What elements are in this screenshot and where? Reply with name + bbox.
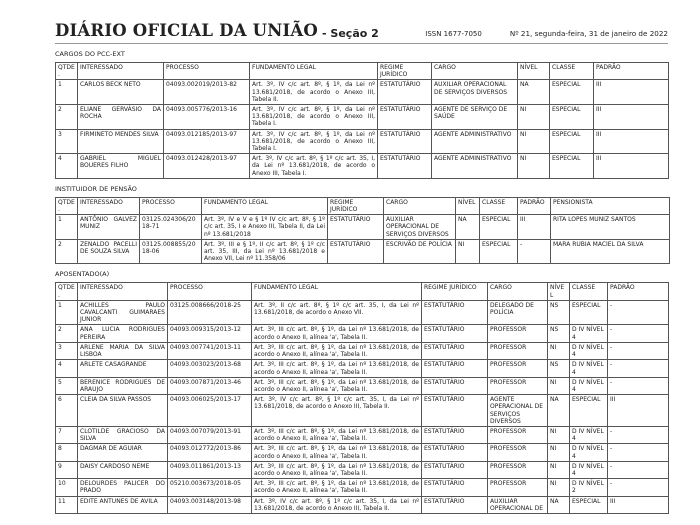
table-cell: CARLOS BECK NETO <box>78 80 164 105</box>
table-cell: ESTATUTÁRIO <box>422 342 488 359</box>
table-cell: ESTATUTÁRIO <box>422 325 488 342</box>
header-rule <box>55 43 668 44</box>
table-cell: ESPECIAL <box>480 215 518 240</box>
table-cell: 03125.008666/2018-25 <box>168 300 252 325</box>
table-cell: NI <box>518 154 550 179</box>
cargos-title: CARGOS DO PCC-EXT <box>55 50 125 58</box>
header-cell: CLASSE <box>550 63 594 80</box>
table-cell: - <box>608 360 669 377</box>
table-cell: 8 <box>56 444 78 461</box>
table-cell: 05210.003673/2018-05 <box>168 479 252 496</box>
table-cell: NI <box>548 377 570 394</box>
table-cell: 7 <box>56 426 78 443</box>
table-cell: DAGMAR DE AGUIAR <box>78 444 168 461</box>
section-label: - Seção 2 <box>322 27 379 40</box>
table-cell: D IV NÍVEL 4 <box>570 325 608 342</box>
table-row <box>56 80 669 105</box>
header-cell: FUNDAMENTO LEGAL <box>252 283 422 300</box>
table-cell: III <box>518 215 551 240</box>
table-cell: PROFESSOR <box>488 342 548 359</box>
table-row <box>56 325 669 342</box>
table-cell: NS <box>548 325 570 342</box>
table-cell: 04093.005776/2013-16 <box>164 105 250 130</box>
table-row <box>56 426 669 443</box>
table-cell: PROFESSOR <box>488 360 548 377</box>
table-cell: Art. 3º, III c/c art. 8º, § 1º, da Lei nº 13.681/2018, de acordo o Anexo II, alínea 'a', Tabela II. <box>252 360 422 377</box>
table-cell: III <box>608 496 669 513</box>
table-cell: - <box>608 461 669 478</box>
header-cell: NÍVEL <box>518 63 550 80</box>
table-cell: - <box>608 377 669 394</box>
table-cell: 04093.011861/2013-13 <box>168 461 252 478</box>
table-cell: ZENALDO PACELLI DE SOUZA SILVA <box>78 239 140 264</box>
table-cell: D IV NÍVEL 4 <box>570 377 608 394</box>
header-cell: INTERESSADO <box>78 197 140 214</box>
header-cell: REGIME JURÍDICO <box>378 63 432 80</box>
table-cell: GABRIEL MIGUEL BOUERES FILHO <box>78 154 164 179</box>
table-cell: 2 <box>56 325 78 342</box>
table-cell: BERENICE RODRIGUES DE ARAUJO <box>78 377 168 394</box>
table-row <box>56 395 669 427</box>
table-cell: NA <box>548 496 570 513</box>
table-cell: PROFESSOR <box>488 426 548 443</box>
header-cell: CARGO <box>432 63 518 80</box>
table-cell: III <box>594 105 669 130</box>
table-cell: ARLENE MARIA DA SILVA LISBOA <box>78 342 168 359</box>
header-cell: CARGO <box>488 283 548 300</box>
table-cell: ANA LUCIA RODRIGUES PEREIRA <box>78 325 168 342</box>
table-cell: ACHILLES PAULO CAVALCANTI GUIMARAES JUNIOR <box>78 300 168 325</box>
table-cell: ESTATUTÁRIO <box>422 444 488 461</box>
table-cell: NI <box>548 461 570 478</box>
instituidor-title: INSTITUIDOR DE PENSÃO <box>55 184 137 193</box>
header-cell: REGIME JURÍDICO <box>328 197 384 214</box>
table-cell: NA <box>518 80 550 105</box>
table-cell: 04093.007741/2013-11 <box>168 342 252 359</box>
table-cell: 04093.007871/2013-46 <box>168 377 252 394</box>
table-cell: AUXILIAR OPERACIONAL DE SERVIÇOS DIVERSOS <box>384 215 456 240</box>
table-cell: NA <box>456 215 480 240</box>
table-cell: 3 <box>56 129 78 154</box>
table-cell: NI <box>548 479 570 496</box>
table-cell: ESPECIAL <box>570 496 608 513</box>
aposentados-body <box>56 300 669 513</box>
table-cell: ESPECIAL <box>570 300 608 325</box>
table-row <box>56 479 669 496</box>
header-cell: CLASSE <box>480 197 518 214</box>
table-cell: DELEGADO DE POLÍCIA <box>488 300 548 325</box>
table-cell: ESTATUTÁRIO <box>422 377 488 394</box>
table-cell: 04093.002019/2013-82 <box>164 80 250 105</box>
header-cell: NÍVEL <box>548 283 570 300</box>
table-cell: PROFESSOR <box>488 479 548 496</box>
table-cell: ELIANE GERVÁSIO DA ROCHA <box>78 105 164 130</box>
table-cell: 04093.003148/2013-98 <box>168 496 252 513</box>
table-row <box>56 461 669 478</box>
table-cell: Art. 3º, III c/c art. 8º, § 1º, da Lei nº 13.681/2018, de acordo o Anexo II, alínea 'a', Tabela II. <box>252 325 422 342</box>
table-cell: Art. 3º, IV c/c art. 8º, § 1º c/c art. 35, I, da Lei nº 13.681/2018, de acordo o Anexo III, Tabela II. <box>252 395 422 427</box>
header-cell: PADRÃO <box>518 197 551 214</box>
table-cell: ESTATUTÁRIO <box>422 479 488 496</box>
table-cell: - <box>608 300 669 325</box>
table-cell: 5 <box>56 377 78 394</box>
table-cell: 03125.024306/2018-71 <box>140 215 202 240</box>
table-cell: 1 <box>56 215 78 240</box>
table-cell: D IV NÍVEL 4 <box>570 426 608 443</box>
instituidor-header <box>56 197 670 214</box>
table-cell: NS <box>548 360 570 377</box>
table-cell: 04093.012772/2013-86 <box>168 444 252 461</box>
table-cell: Art. 3º, IV c/c art. 8º, § 1º, da Lei nº 13.681/2018, de acordo o Anexo III, Tabela I. <box>250 105 378 130</box>
table-cell: PROFESSOR <box>488 325 548 342</box>
table-cell: AGENTE ADMINISTRATIVO <box>432 154 518 179</box>
table-cell: PROFESSOR <box>488 461 548 478</box>
table-cell: - <box>608 325 669 342</box>
table-cell: 04093.003023/2013-68 <box>168 360 252 377</box>
table-cell: DAISY CARDOSO NEME <box>78 461 168 478</box>
table-cell: AGENTE DE SERVIÇO DE SAÚDE <box>432 105 518 130</box>
table-cell: ESTATUTÁRIO <box>378 80 432 105</box>
cargos-header <box>56 63 669 80</box>
table-cell: Art. 3º, II c/c art. 8º, § 1º c/c art. 35, I, da Lei nº 13.681/2018, de acordo o Anexo VII. <box>252 300 422 325</box>
table-cell: 2 <box>56 105 78 130</box>
table-cell: 6 <box>56 395 78 427</box>
table-cell: 11 <box>56 496 78 513</box>
table-cell: Art. 3º, IV c/c art. 8º, § 1º c/c art. 35, I, da Lei nº 13.681/2018, de acordo o Anexo III, Tabela I. <box>250 154 378 179</box>
table-cell: 1 <box>56 300 78 325</box>
table-cell: Art. 3º, III e § 1º, II c/c art. 8º, § 1º c/c art. 35, III, da Lei nº 13.681/2018 e Anexo VII, Lei nº 11.358/06 <box>202 239 328 264</box>
table-cell: NI <box>548 444 570 461</box>
table-cell: NS <box>548 300 570 325</box>
table-cell: 9 <box>56 461 78 478</box>
table-cell: Art. 3º, III c/c art. 8º, § 1º, da Lei nº 13.681/2018, de acordo o Anexo II, alínea 'a', Tabela II. <box>252 461 422 478</box>
table-cell: 1 <box>56 80 78 105</box>
header-cell: NÍVEL <box>456 197 480 214</box>
table-cell: D IV NÍVEL 4 <box>570 444 608 461</box>
table-cell: ESTATUTÁRIO <box>378 154 432 179</box>
table-cell: Art. 3º, III c/c art. 8º, § 1º, da Lei nº 13.681/2018, de acordo o Anexo II, alínea 'a', Tabela II. <box>252 444 422 461</box>
table-cell: Art. 3º, III c/c art. 8º, § 1º, da Lei nº 13.681/2018, de acordo o Anexo II, alínea 'a', Tabela II. <box>252 377 422 394</box>
header-cell: FUNDAMENTO LEGAL <box>202 197 328 214</box>
table-cell: - <box>608 444 669 461</box>
table-cell: ESPECIAL <box>550 154 594 179</box>
header-row <box>56 197 670 214</box>
table-cell: EDITE ANTUNES DE AVILA <box>78 496 168 513</box>
table-cell: Art. 3º, III c/c art. 8º, § 1º, da Lei nº 13.681/2018, de acordo o Anexo II, alínea 'a', Tabela II. <box>252 426 422 443</box>
table-cell: Art. 3º, IV c/c art. 8º, § 1º, da Lei nº 13.681/2018, de acordo o Anexo III, Tabela I. <box>250 129 378 154</box>
table-cell: D IV NÍVEL 4 <box>570 342 608 359</box>
table-cell: Art. 3º, IV c/c art. 8º, § 1º, da Lei nº 13.681/2018, de acordo o Anexo III, Tabela II. <box>250 80 378 105</box>
table-cell: D IV NÍVEL 2 <box>570 479 608 496</box>
table-cell: ESTATUTÁRIO <box>422 300 488 325</box>
table-cell: III <box>594 154 669 179</box>
table-row <box>56 377 669 394</box>
table-cell: 4 <box>56 360 78 377</box>
table-cell: FIRMINETO MENDES SILVA <box>78 129 164 154</box>
instituidor-body <box>56 215 670 264</box>
table-cell: III <box>608 395 669 427</box>
table-cell: NI <box>548 426 570 443</box>
header-cell: QTDE. <box>56 63 78 80</box>
table-cell: AGENTE ADMINISTRATIVO <box>432 129 518 154</box>
cargos-table <box>55 62 669 179</box>
header-cell: PADRÃO <box>594 63 669 80</box>
table-cell: Art. 3º, III c/c art. 8º, § 1º, da Lei nº 13.681/2018, de acordo o Anexo II, alínea 'a', Tabela II. <box>252 342 422 359</box>
table-cell: NI <box>518 105 550 130</box>
table-cell: ESTATUTÁRIO <box>422 360 488 377</box>
table-cell: CLEIA DA SILVA PASSOS <box>78 395 168 427</box>
aposentados-header <box>56 283 669 300</box>
table-cell: AUXILIAR OPERACIONAL DE <box>488 496 548 513</box>
table-cell: NI <box>456 239 480 264</box>
header-row <box>56 63 669 80</box>
header-cell: REGIME JURÍDICO <box>422 283 488 300</box>
table-row <box>56 496 669 513</box>
header-cell: CLASSE <box>570 283 608 300</box>
header-cell: FUNDAMENTO LEGAL <box>250 63 378 80</box>
table-cell: 4 <box>56 154 78 179</box>
header-cell: PENSIONISTA <box>551 197 670 214</box>
table-cell: ANTÔNIO GALVEZ MUNIZ <box>78 215 140 240</box>
issue-dateline: Nº 21, segunda-feira, 31 de janeiro de 2022 <box>509 29 668 38</box>
table-cell: 2 <box>56 239 78 264</box>
table-cell: 03125.008855/2018-06 <box>140 239 202 264</box>
table-cell: ESCRIVÃO DE POLÍCIA <box>384 239 456 264</box>
header-cell: QTDE. <box>56 197 78 214</box>
table-cell: Art. 3º, IV e V e § 1º IV c/c art. 8º, § 1º c/c art. 35, I e Anexo III, Tabela II, da Lei nº 13.681/2018 <box>202 215 328 240</box>
table-cell: AGENTE OPERACIONAL DE SERVIÇOS DIVERSOS <box>488 395 548 427</box>
table-row <box>56 239 670 264</box>
table-cell: PROFESSOR <box>488 377 548 394</box>
table-row <box>56 300 669 325</box>
table-cell: ESTATUTÁRIO <box>422 395 488 427</box>
table-cell: 04093.007079/2013-91 <box>168 426 252 443</box>
table-cell: 10 <box>56 479 78 496</box>
table-cell: - <box>608 342 669 359</box>
table-cell: NI <box>518 129 550 154</box>
table-cell: - <box>608 426 669 443</box>
table-cell: ESTATUTÁRIO <box>422 461 488 478</box>
table-cell: 04093.006025/2013-17 <box>168 395 252 427</box>
table-row <box>56 342 669 359</box>
header-row <box>56 283 669 300</box>
table-cell: ESPECIAL <box>550 105 594 130</box>
table-cell: AUXILIAR OPERACIONAL DE SERVIÇOS DIVERSOS <box>432 80 518 105</box>
table-cell: 3 <box>56 342 78 359</box>
table-cell: PROFESSOR <box>488 444 548 461</box>
header-cell: QTDE. <box>56 283 78 300</box>
table-cell: III <box>594 80 669 105</box>
table-cell: ESTATUTÁRIO <box>328 215 384 240</box>
table-cell: MARA RUBIA MACIEL DA SILVA <box>551 239 670 264</box>
table-cell: CLOTILDE GRACIOSO DA SILVA <box>78 426 168 443</box>
table-row <box>56 129 669 154</box>
table-cell: ESTATUTÁRIO <box>378 129 432 154</box>
table-cell: - <box>608 479 669 496</box>
table-row <box>56 215 670 240</box>
table-cell: DELOURDES PALICER DO PRADO <box>78 479 168 496</box>
table-cell: D IV NÍVEL 4 <box>570 461 608 478</box>
page-header <box>55 0 668 40</box>
table-cell: ESPECIAL <box>550 129 594 154</box>
aposentados-title: APOSENTADO(A) <box>55 270 110 279</box>
header-cell: CARGO <box>384 197 456 214</box>
table-cell: ESTATUTÁRIO <box>422 496 488 513</box>
table-cell: 04093.012185/2013-97 <box>164 129 250 154</box>
table-cell: ARLETE CASAGRANDE <box>78 360 168 377</box>
header-cell: INTERESSADO <box>78 63 164 80</box>
header-cell: PROCESSO <box>168 283 252 300</box>
header-cell: PROCESSO <box>140 197 202 214</box>
cargos-body <box>56 80 669 178</box>
table-row <box>56 444 669 461</box>
table-cell: ESTATUTÁRIO <box>378 105 432 130</box>
issn-label: ISSN 1677-7050 <box>425 30 482 38</box>
table-cell: 04093.009315/2013-12 <box>168 325 252 342</box>
table-cell: NI <box>548 342 570 359</box>
table-cell: ESPECIAL <box>550 80 594 105</box>
table-cell: Art. 3º, III c/c art. 8º, § 1º, da Lei nº 13.681/2018, de acordo o Anexo II, alínea 'a', Tabela II. <box>252 479 422 496</box>
table-cell: ESPECIAL <box>570 395 608 427</box>
table-row <box>56 105 669 130</box>
table-cell: ESPECIAL <box>480 239 518 264</box>
table-row <box>56 360 669 377</box>
table-cell: Art. 3º, IV c/c art. 8º, § 1º c/c art. 35, I, da Lei nº 13.681/2018, de acordo o Anexo III, Tabela II. <box>252 496 422 513</box>
header-cell: PADRÃO <box>608 283 669 300</box>
header-cell: INTERESSADO <box>78 283 168 300</box>
table-cell: RITA LOPES MUNIZ SANTOS <box>551 215 670 240</box>
instituidor-table <box>55 197 670 265</box>
header-cell: PROCESSO <box>164 63 250 80</box>
table-row <box>56 154 669 179</box>
table-cell: III <box>594 129 669 154</box>
table-cell: 04093.012428/2013-97 <box>164 154 250 179</box>
table-cell: D IV NÍVEL 4 <box>570 360 608 377</box>
table-cell: - <box>518 239 551 264</box>
table-cell: NA <box>548 395 570 427</box>
table-cell: ESTATUTÁRIO <box>422 426 488 443</box>
publication-title: DIÁRIO OFICIAL DA UNIÃO <box>55 21 319 40</box>
table-cell: ESTATUTÁRIO <box>328 239 384 264</box>
aposentados-table <box>55 282 669 513</box>
